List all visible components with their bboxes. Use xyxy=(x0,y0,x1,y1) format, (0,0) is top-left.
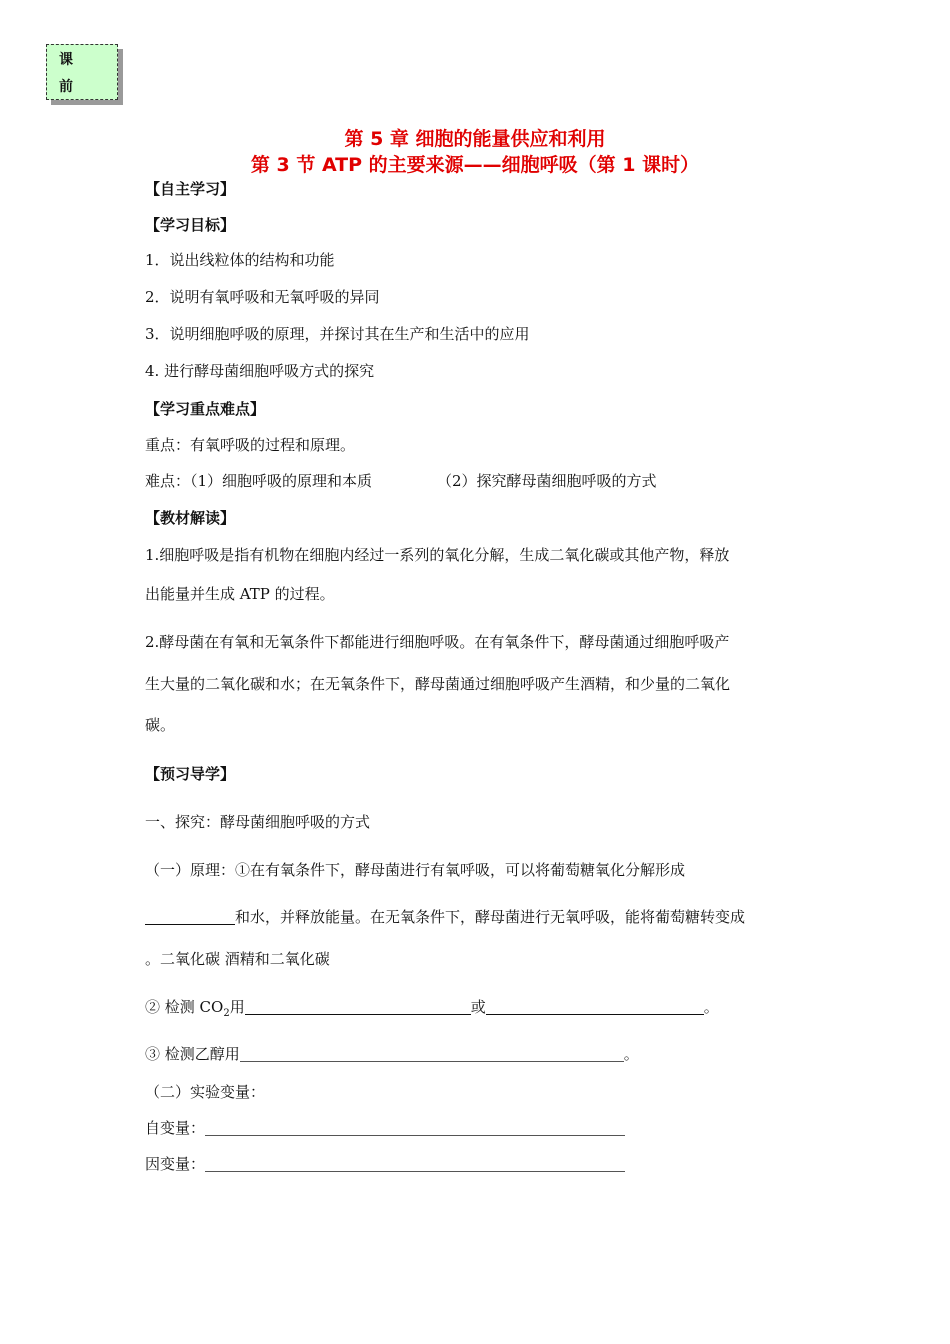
co2-use: 用 xyxy=(229,998,245,1016)
objective-item: 3．说明细胞呼吸的原理，并探讨其在生产和生活中的应用 xyxy=(145,325,530,343)
dependent-variable-line xyxy=(145,1153,625,1174)
dependent-label: 因变量： xyxy=(145,1155,206,1173)
tag-line-2: 前 xyxy=(59,79,73,95)
key-points-heading: 【学习重点难点】 xyxy=(145,400,266,418)
self-study-heading: 【自主学习】 xyxy=(145,180,236,198)
principle-line-1: （一）原理：①在有氧条件下，酵母菌进行有氧呼吸，可以将葡萄糖氧化分解形成 xyxy=(145,861,686,879)
ethanol-end: 。 xyxy=(623,1045,639,1063)
variables-heading: （二）实验变量： xyxy=(145,1083,266,1101)
ethanol-label: ③ 检测乙醇用 xyxy=(145,1045,240,1063)
objectives-heading: 【学习目标】 xyxy=(145,216,236,234)
co2-blank-1[interactable] xyxy=(245,998,471,1015)
principle-line-2-text: 和水，并释放能量。在无氧条件下，酵母菌进行无氧呼吸，能将葡萄糖转变成 xyxy=(235,908,746,926)
textbook-p2-line: 生大量的二氧化碳和水；在无氧条件下，酵母菌通过细胞呼吸产生酒精，和少量的二氧化 xyxy=(145,675,731,693)
preview-heading: 【预习导学】 xyxy=(145,765,236,783)
co2-or: 或 xyxy=(470,998,486,1016)
chapter-title: 第 5 章 细胞的能量供应和利用 xyxy=(344,128,606,150)
objective-item: 4. 进行酵母菌细胞呼吸方式的探究 xyxy=(145,362,375,380)
pre-class-tag xyxy=(46,44,118,100)
key-point: 重点：有氧呼吸的过程和原理。 xyxy=(145,436,356,454)
tag-line-1: 课 xyxy=(59,52,73,68)
co2-end: 。 xyxy=(703,998,719,1016)
independent-blank[interactable] xyxy=(205,1119,625,1136)
section-title: 第 3 节 ATP 的主要来源——细胞呼吸（第 1 课时） xyxy=(250,154,700,176)
co2-blank-2[interactable] xyxy=(486,998,704,1015)
co2-label: ② 检测 CO xyxy=(145,998,224,1016)
textbook-p2-line: 碳。 xyxy=(145,716,176,734)
section-one-title: 一、探究：酵母菌细胞呼吸的方式 xyxy=(145,813,371,831)
difficult-point-1: 难点：（1）细胞呼吸的原理和本质 xyxy=(145,472,373,490)
independent-label: 自变量： xyxy=(145,1119,206,1137)
textbook-p1-line: 1.细胞呼吸是指有机物在细胞内经过一系列的氧化分解，生成二氧化碳或其他产物，释放 xyxy=(145,546,730,564)
textbook-p2-line: 2.酵母菌在有氧和无氧条件下都能进行细胞呼吸。在有氧条件下，酵母菌通过细胞呼吸产 xyxy=(145,633,730,651)
independent-variable-line xyxy=(145,1117,625,1138)
textbook-p1-line: 出能量并生成 ATP 的过程。 xyxy=(145,585,335,603)
answer-line: 。二氧化碳 酒精和二氧化碳 xyxy=(145,950,330,968)
ethanol-detection-line xyxy=(145,1043,639,1064)
objective-item: 2．说明有氧呼吸和无氧呼吸的异同 xyxy=(145,288,380,306)
co2-detection-line xyxy=(145,996,719,1019)
principle-line-2 xyxy=(145,906,745,927)
dependent-blank[interactable] xyxy=(205,1155,625,1172)
co2-subscript: 2 xyxy=(223,1008,230,1019)
textbook-heading: 【教材解读】 xyxy=(145,509,236,527)
objective-item: 1．说出线粒体的结构和功能 xyxy=(145,251,335,269)
ethanol-blank[interactable] xyxy=(240,1045,624,1062)
difficult-point-2: （2）探究酵母菌细胞呼吸的方式 xyxy=(437,472,657,490)
answer-blank[interactable] xyxy=(145,908,235,925)
